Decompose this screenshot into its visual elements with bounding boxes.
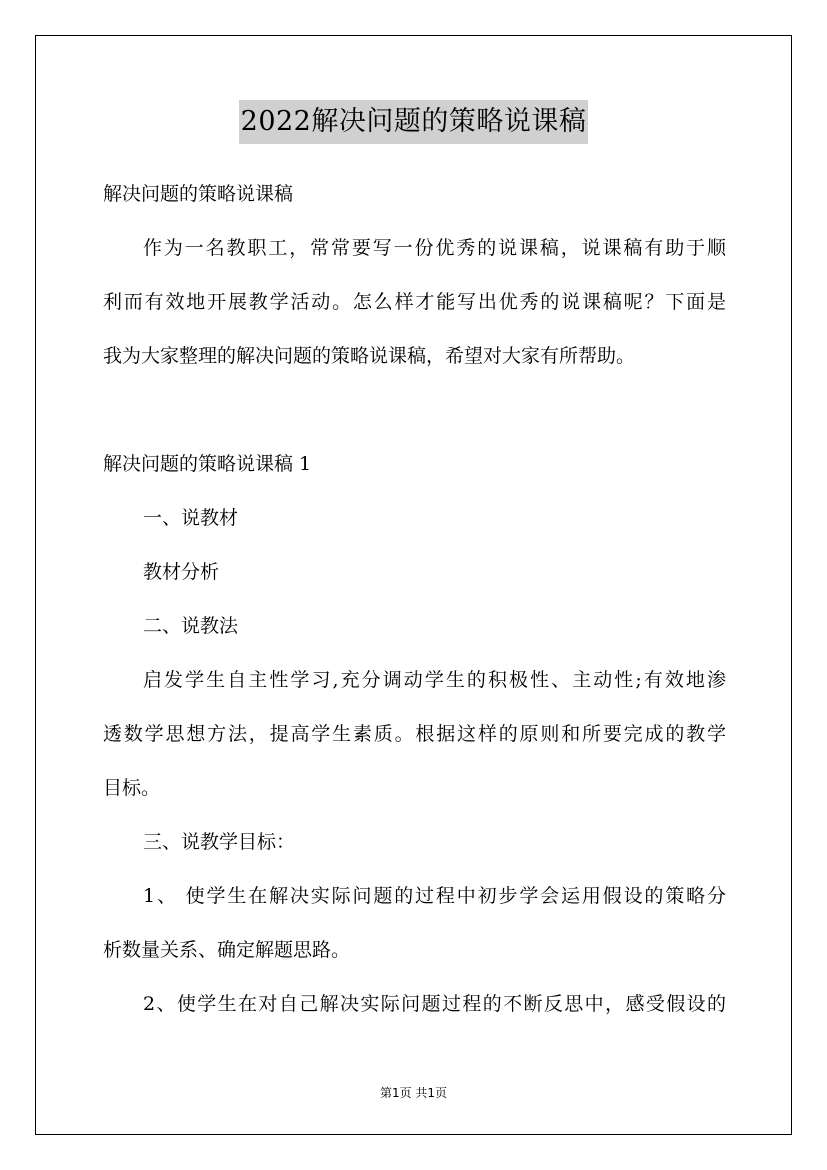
heading-teaching-material: 一、说教材 [143, 507, 239, 529]
goal-1-line-2: 析数量关系、确定解题思路。 [103, 939, 351, 961]
document-subtitle: 解决问题的策略说课稿 [103, 183, 294, 205]
section-title: 解决问题的策略说课稿 1 [103, 453, 312, 475]
intro-line-3: 我为大家整理的解决问题的策略说课稿，希望对大家有所帮助。 [103, 345, 636, 367]
method-line-1: 启发学生自主性学习,充分调动学生的积极性、主动性;有效地渗 [143, 669, 726, 691]
material-analysis: 教材分析 [143, 561, 220, 583]
heading-teaching-goals: 三、说教学目标： [143, 831, 296, 853]
goal-1-line-1: 1、 使学生在解决实际问题的过程中初步学会运用假设的策略分 [143, 885, 726, 907]
goal-2-line-1: 2、使学生在对自己解决实际问题过程的不断反思中，感受假设的 [143, 993, 726, 1015]
method-line-2: 透数学思想方法，提高学生素质。根据这样的原则和所要完成的教学 [103, 723, 726, 745]
method-line-3: 目标。 [103, 777, 161, 799]
intro-line-1: 作为一名教职工，常常要写一份优秀的说课稿，说课稿有助于顺 [143, 237, 726, 259]
title-container [0, 100, 827, 144]
document-title: 2022解决问题的策略说课稿 [239, 100, 589, 144]
page-footer: 第1页 共1页 [379, 1086, 448, 1100]
intro-line-2: 利而有效地开展教学活动。怎么样才能写出优秀的说课稿呢？下面是 [103, 291, 726, 313]
heading-teaching-method: 二、说教法 [143, 615, 239, 637]
